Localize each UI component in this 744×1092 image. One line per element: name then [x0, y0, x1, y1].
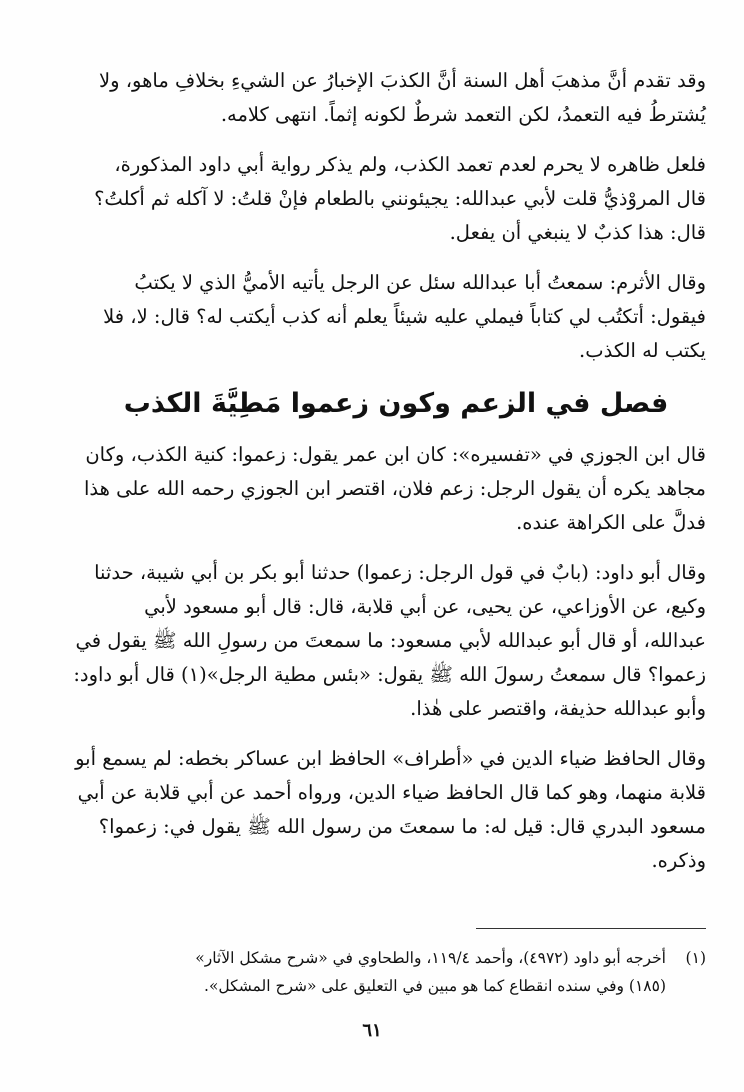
paragraph-3 — [86, 266, 706, 368]
footnote-number: (١) — [685, 949, 706, 967]
paragraph-2 — [86, 148, 706, 250]
text-line: وقال الأثرم: سمعتُ أبا عبدالله سئل عن الرجل يأتيه الأميُّ الذي لا يكتبُ — [134, 271, 706, 294]
footnote-separator — [476, 928, 706, 929]
text-line: مجاهد يكره أن يقول الرجل: زعم فلان، اقتصر ابن الجوزي رحمه الله على هذا — [83, 477, 706, 500]
footnote-text: أخرجه أبو داود (٤٩٧٢)، وأحمد ١١٩/٤، والطحاوي في «شرح مشكل الآثار» — [195, 949, 666, 967]
text-line: وأبو عبدالله حذيفة، واقتصر على هٰذا. — [410, 697, 706, 720]
footnote-line — [86, 944, 706, 972]
text-line: يكتب له الكذب. — [579, 339, 706, 362]
paragraph-1 — [86, 64, 706, 132]
page-number: ٦١ — [362, 1020, 382, 1041]
paragraph-6 — [75, 742, 706, 878]
text-line: وقد تقدم أنَّ مذهبَ أهل السنة أنَّ الكذبَ الإخبارُ عن الشيءِ بخلافِ ماهو، ولا — [99, 69, 706, 92]
text-line: فلعل ظاهره لا يحرم لعدم تعمد الكذب، ولم يذكر رواية أبي داود المذكورة، — [114, 153, 706, 176]
text-line: عبدالله، أو قال أبو عبدالله لأبي مسعود: ما سمعتَ من رسولِ الله ﷺ يقول في — [75, 629, 706, 652]
text-line: وقال أبو داود: (بابٌ في قول الرجل: زعموا) حدثنا أبو بكر بن أبي شيبة، حدثنا — [94, 561, 706, 584]
footnote-line — [86, 972, 706, 1000]
text-line: يُشترطُ فيه التعمدُ، لكن التعمد شرطٌ لكونه إثماً. انتهى كلامه. — [220, 103, 706, 126]
text-line: مسعود البدري قال: قيل له: ما سمعتَ من رسول الله ﷺ يقول في: زعموا؟ — [98, 815, 706, 838]
paragraph-5 — [73, 556, 706, 726]
text-line: قال المروْذيُّ قلت لأبي عبدالله: يجيئونني بالطعام فإنْ قلتُ: لا آكله ثم أكلتُ؟ — [94, 187, 706, 210]
text-line: فيقول: أتكتُب لي كتاباً فيملي عليه شيئاً يعلم أنه كذب أيكتب له؟ قال: لا، فلا — [103, 305, 706, 328]
text-line: وكيع، عن الأوزاعي، عن يحيى، عن أبي قلابة، قال: قال أبو مسعود لأبي — [144, 595, 706, 618]
text-line: وذكره. — [651, 849, 706, 872]
text-line: قال: هذا كذبٌ لا ينبغي أن يفعل. — [449, 221, 706, 244]
paragraph-4 — [83, 438, 706, 540]
text-line: قال ابن الجوزي في «تفسيره»: كان ابن عمر يقول: زعموا: كنية الكذب، وكان — [85, 443, 706, 466]
text-line: فدلَّ على الكراهة عنده. — [516, 511, 706, 534]
text-line: وقال الحافظ ضياء الدين في «أطراف» الحافظ ابن عساكر بخطه: لم يسمع أبو — [75, 747, 706, 770]
section-heading: فصل في الزعم وكون زعموا مَطِيَّةَ الكذب — [123, 388, 669, 419]
footnotes — [86, 944, 706, 1000]
main-text — [73, 64, 706, 894]
footnote-text: (١٨٥) وفي سنده انقطاع كما هو مبين في التعليق على «شرح المشكل». — [204, 977, 666, 995]
text-line: قلابة منهما، وهو كما قال الحافظ ضياء الدين، ورواه أحمد عن أبي قلابة عن أبي — [77, 781, 706, 804]
text-line-with-footnote-ref: زعموا؟ قال سمعتُ رسولَ الله ﷺ يقول: «بئس مطية الرجل»(١) قال أبو داود: — [73, 663, 706, 686]
